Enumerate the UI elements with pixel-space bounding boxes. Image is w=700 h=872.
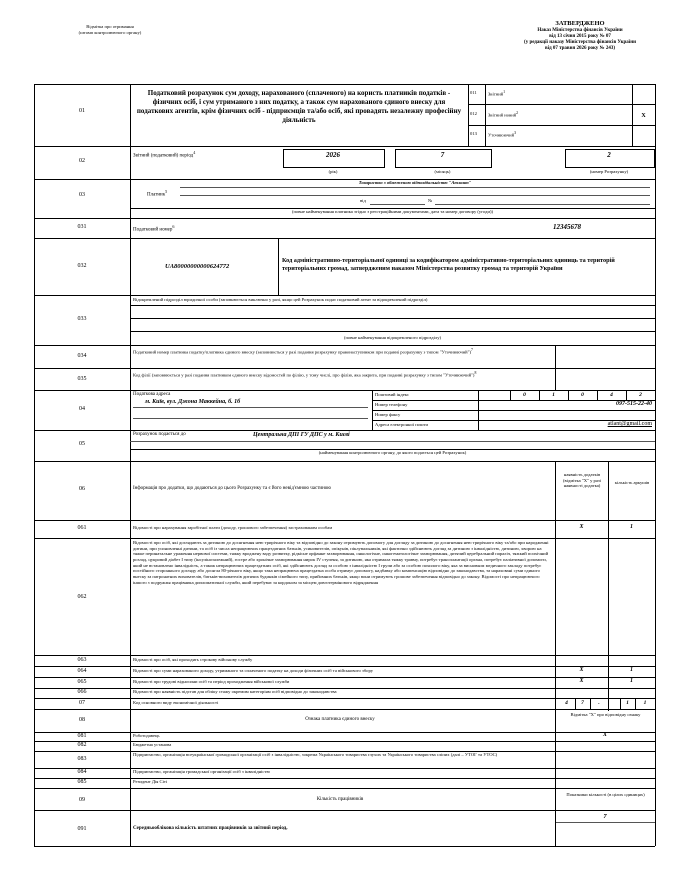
payer-type-084-label: Підприємство, організація громадської організації осіб з інвалідністю [133, 769, 270, 774]
period-label: Звітний (податковий) період$^4$ [133, 150, 196, 159]
row-code-08: 08 [79, 717, 85, 723]
payer-type-081-mark[interactable]: Х [602, 732, 607, 738]
payer-caption: (повне найменування платника згідно з реєстраційними документами, дата та номер договору (угоди)) [291, 209, 494, 214]
kved-label: Код основного виду економічної діяльності [133, 700, 219, 705]
phone-label: Номер телефону [375, 402, 408, 407]
row-code-083: 083 [77, 756, 87, 762]
row-code-01: 01 [79, 108, 85, 114]
annex-presence-header: наявність додатків (відмітка "Х" у разі наявності додатка) [563, 472, 601, 488]
row-code-033: 033 [77, 316, 87, 322]
branch-caption: (повне найменування відокремленого підрозділу) [343, 335, 442, 340]
tax-office-label: Розрахунок подається до [133, 432, 186, 437]
row-code-034: 034 [77, 353, 87, 359]
payer-type-082-label: Бюджетна установа [133, 742, 172, 747]
postal-digit[interactable]: 1 [552, 392, 555, 398]
fax-label: Номер факсу [375, 412, 401, 417]
opt-code-012: 012 [470, 111, 477, 116]
avg-employees-value[interactable]: 7 [603, 813, 607, 820]
opt-label-clarifying: Уточнюючий$^3$ [488, 131, 516, 138]
contract-no: № [428, 198, 433, 203]
year-caption: (рік) [328, 169, 338, 174]
row-code-07: 07 [79, 700, 85, 706]
payer-type-085-label: Резидент Дія Сіті [133, 779, 168, 784]
row-code-063: 063 [77, 657, 87, 663]
month-value: 7 [440, 151, 445, 159]
tax-number-value[interactable]: 12345678 [553, 223, 581, 231]
row-code-061: 061 [77, 525, 87, 531]
row-code-062: 062 [77, 594, 87, 600]
email-label: Адреса електронної пошти [375, 422, 428, 427]
employees-header: Показники кількості (в цілих одиницях) [566, 792, 645, 797]
tax-office-value[interactable]: Центральна ДПІ ГУ ДПС у м. Києві [253, 432, 350, 438]
row-code-084: 084 [77, 769, 87, 775]
row-code-085: 085 [77, 779, 87, 785]
row-code-031: 031 [77, 224, 87, 230]
row-code-06: 06 [79, 486, 85, 492]
kved-cell[interactable]: 1 [643, 700, 647, 706]
row-code-03: 03 [79, 192, 85, 198]
row-code-02: 02 [79, 158, 85, 164]
email-value[interactable]: atlant@gmail.com [607, 421, 652, 427]
annex-065-label: Відомості про трудові відносини осіб та період проходження військової служби [133, 679, 290, 684]
frame-right [655, 84, 656, 846]
postal-digit[interactable]: 0 [523, 392, 526, 398]
katottg-label: Код адміністративно-територіальної одиниці за кодифікатором адміністративно-територіальних одиниць та територій територіальних громад, затвердженим наказом Міністерства розвитку громад та територій України [282, 257, 615, 273]
contract-from: від [360, 198, 366, 203]
address-value[interactable]: м. Київ, вул. Джона Маккейна, б. 1б [145, 399, 241, 405]
opt-label-new-reporting: Звітний новий$^2$ [488, 111, 519, 118]
annex-064-mark[interactable]: Х [579, 667, 584, 673]
annex-065-mark[interactable]: Х [579, 678, 584, 684]
annex-065-sheets[interactable]: 1 [630, 678, 633, 684]
filial-label: Код філії (заповнюється у разі подання платником єдиного внеску відомостей по філію, у тому числі, про філію, яка закрита, при поданні розрахунку з типом "Уточнюючий")$^8$ [133, 371, 477, 378]
avg-employees-label: Середньооблікова кількість штатних працівників за звітний період, [133, 826, 288, 831]
annex-sheets-header: кількість аркушів [614, 480, 650, 485]
payer-name[interactable]: Товариство з обмеженою відповідальністю "Атлант" [358, 180, 472, 185]
approval-block: ЗАТВЕРДЖЕНО Наказ Міністерства фінансів України від 13 січня 2015 року № 07 (у редакції наказу Міністерства фінансів України від 07 травня 2026 року № 243) [524, 20, 636, 51]
row-code-09: 09 [79, 797, 85, 803]
payer-type-label: Ознака платника єдиного внеску [305, 717, 375, 722]
row-code-064: 064 [77, 668, 87, 674]
successor-label: Податковий номер платника податку/платника єдиного внеску (заповнюється у разі подання розрахунку правонаступником при поданні розрахунку з типом "Уточнюючий")$^7$ [133, 348, 473, 355]
employees-label: Кількість працівників [316, 797, 364, 802]
annex-061-label: Відомості про нарахування заробітної плати (доходу, грошового забезпечення) застрахованим особам [133, 525, 333, 530]
postal-digit[interactable]: 2 [639, 392, 642, 398]
payer-label: Платник$^5$ [147, 189, 168, 198]
annex-061-sheets[interactable]: 1 [630, 524, 633, 530]
annex-062-label: Відомості про осіб, які доглядають за дитиною до досягнення нею трирічного віку та відповідно до закону отримують допомогу для догляду за дитиною до досягнення нею трирічного віку та/або при народженні дитини, при усиновленні дитини, та осіб із числа непрацюючих працездатних батьків, усиновителів, опікунів, піклувальників, які фактично здійснюють догляд за дитиною з інвалідністю, дитиною, хворою на тяжке перинатальне ураження нервової системи, тяжку вроджену ваду розвитку, рідкісне орфанне захворювання, онкологічне, онкогематологічне захворювання, дитячий церебральний параліч, тяжкий психічний розлад, цукровий діабет І типу (інсулінозалежний), гостре або хронічне захворювання нирок IV ступеня, за дитиною, яка отримала тяжку травму, потребує трансплантації органа, потребує паліативної допомоги, який не встановлено інвалідність, а також непрацюючих працездатних осіб, які здійснюють догляд за особою з інвалідністю І групи або за особою похилого віку, яка за висновком медичного закладу потребує постійного стороннього догляду або досягла 80-річного віку, якщо така непрацююча працездатна особа отримує допомогу, надбавку або компенсацію відповідно до законодавства, та нараховані суми єдиного внеску за патронатних вихователів, батьків-вихователів дитячих будинків сімейного типу, прийомних батьків, якщо вони отримують грошове забезпечення відповідно до закону. Відомості про непрацюючого іншого з подружжя працівника дипломатичної служби, який перебуває за кордоном за місцем довготермінового відрядження [133, 540, 549, 585]
address-label: Податкова адреса [133, 392, 171, 397]
form-title: Податковий розрахунок сум доходу, нарахованого (сплаченого) на користь платників податків - фізичних осіб, і сум утриманого з них податку, а також сум нарахованого єдиного внеску для податкових агентів, крім фізичних осіб - підприємців та/або осіб, які провадять незалежну професійну діяльність [136, 89, 462, 125]
quarter-value: 2 [607, 151, 611, 159]
year-value: 2026 [326, 151, 340, 159]
row-code-065: 065 [77, 679, 87, 685]
kved-cell[interactable]: 4 [565, 700, 568, 706]
kved-cell[interactable]: 7 [581, 700, 584, 706]
annex-063-label: Відомості про осіб, які проходять строкову військову службу [133, 657, 253, 662]
row-code-035: 035 [77, 376, 87, 382]
row-code-032: 032 [77, 263, 87, 269]
tax-office-caption: (найменування контролюючого органу, до якого подається цей Розрахунок) [318, 450, 467, 455]
postal-label: Поштовий індекс [375, 392, 409, 397]
annex-064-label: Відомості про суми нарахованого доходу, утриманого та сплаченого податку на доходи фізичних осіб та військового збору [133, 668, 373, 673]
annex-061-mark[interactable]: Х [579, 524, 584, 530]
branch-label: Відокремлений підрозділ юридичної особи (заповнюється виключно у разі, якщо цей Розрахунок подає податковий агент за відокремлений підрозділ) [133, 297, 428, 302]
row-code-066: 066 [77, 689, 87, 695]
month-caption: (місяць) [434, 169, 451, 174]
tax-number-label: Податковий номер$^6$ [133, 224, 175, 233]
payer-type-083-label: Підприємство, організація всеукраїнської громадської організації осіб з інвалідністю, зокрема Українського товариства глухих та Українського товариства сліпих (далі – УТОГ та УТОС) [133, 752, 498, 757]
phone-value[interactable]: 097-515-22-40 [616, 401, 652, 407]
annexes-label: Інформація про додатки, що додаються до цього Розрахунку та є його невід'ємною частиною [133, 486, 332, 491]
opt-code-011: 011 [470, 90, 477, 95]
quarter-caption: (номер Розрахунку) [589, 169, 629, 174]
row-code-082: 082 [77, 742, 87, 748]
row-code-05: 05 [79, 441, 85, 447]
opt-012-mark[interactable]: Х [641, 113, 646, 119]
opt-label-reporting: Звітний$^1$ [488, 90, 506, 97]
row-code-081: 081 [77, 733, 87, 739]
opt-code-013: 013 [470, 131, 477, 136]
postal-digit[interactable]: 0 [581, 392, 584, 398]
annex-064-sheets[interactable]: 1 [630, 667, 633, 673]
katottg-value[interactable]: UA80000000000624772 [165, 263, 230, 270]
stamp-note: Відмітка про отримання (штамп контролюючого органу) [78, 24, 142, 35]
kved-cell[interactable]: . [598, 700, 600, 706]
postal-digit[interactable]: 4 [610, 392, 613, 398]
row-code-091: 091 [77, 826, 87, 832]
payer-type-081-label: Роботодавець [133, 733, 160, 738]
row-code-04: 04 [79, 406, 85, 412]
kved-cell[interactable]: 1 [626, 700, 629, 706]
annex-066-label: Відомості про наявність підстав для обліку стажу окремим категоріям осіб відповідно до законодавства [133, 689, 337, 694]
payer-type-header: Відмітка "Х" про відповідну ознаку [570, 712, 641, 717]
